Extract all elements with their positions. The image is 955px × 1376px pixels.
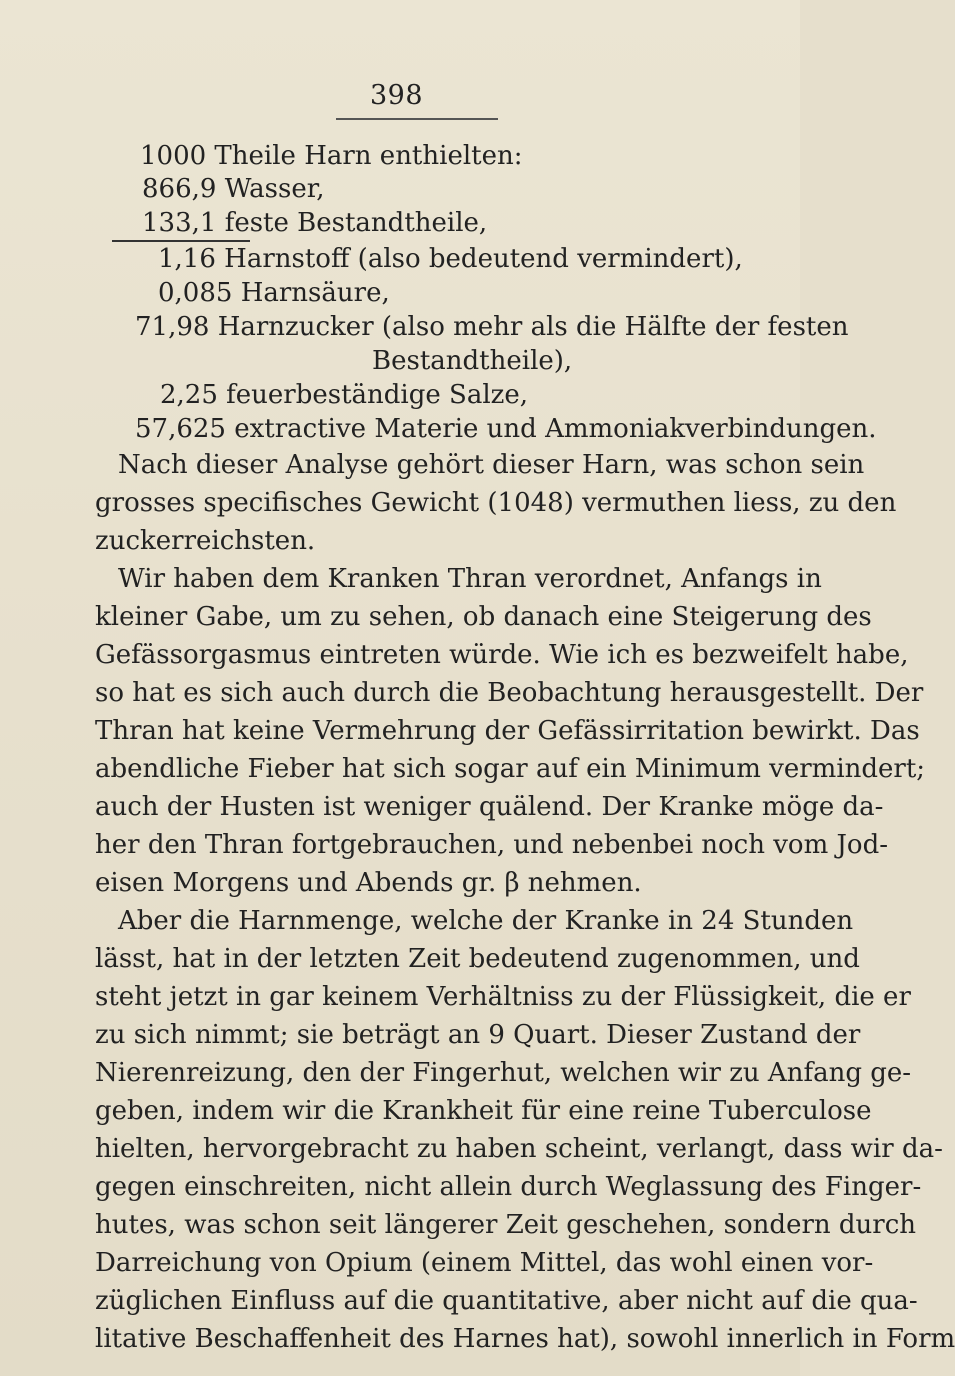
- sum-rule: [112, 240, 250, 242]
- text-line: steht jetzt in gar keinem Verhältniss zu der Flüssigkeit, die er: [95, 982, 911, 1012]
- text-line: hielten, hervorgebracht zu haben scheint, verlangt, dass wir da-: [95, 1134, 943, 1164]
- text-line: Aber die Harnmenge, welche der Kranke in 24 Stunden: [118, 906, 854, 936]
- text-line: auch der Husten ist weniger quälend. Der Kranke möge da-: [95, 792, 884, 822]
- page-number: 398: [370, 80, 424, 111]
- page-number-rule: [336, 118, 498, 120]
- text-line: Gefässorgasmus eintreten würde. Wie ich es bezweifelt habe,: [95, 640, 909, 670]
- text-line: 71,98 Harnzucker (also mehr als die Hälfte der festen: [135, 312, 849, 342]
- text-line: hutes, was schon seit längerer Zeit geschehen, sondern durch: [95, 1210, 917, 1240]
- text-line: 0,085 Harnsäure,: [158, 278, 390, 308]
- text-line: Nierenreizung, den der Fingerhut, welchen wir zu Anfang ge-: [95, 1058, 912, 1088]
- text-line: litative Beschaffenheit des Harnes hat), sowohl innerlich in Form: [95, 1324, 955, 1354]
- text-line: Thran hat keine Vermehrung der Gefässirritation bewirkt. Das: [95, 716, 920, 746]
- text-line: 2,25 feuerbeständige Salze,: [160, 380, 529, 410]
- text-line: züglichen Einfluss auf die quantitative, aber nicht auf die qua-: [95, 1286, 918, 1316]
- text-line: 133,1 feste Bestandtheile,: [142, 208, 488, 238]
- text-line: Nach dieser Analyse gehört dieser Harn, was schon sein: [118, 450, 865, 480]
- text-line: zu sich nimmt; sie beträgt an 9 Quart. Dieser Zustand der: [95, 1020, 861, 1050]
- text-line: eisen Morgens und Abends gr. β nehmen.: [95, 868, 642, 898]
- text-line: Darreichung von Opium (einem Mittel, das wohl einen vor-: [95, 1248, 874, 1278]
- text-line: so hat es sich auch durch die Beobachtung herausgestellt. Der: [95, 678, 924, 708]
- text-line: grosses specifisches Gewicht (1048) vermuthen liess, zu den: [95, 488, 897, 518]
- text-line: Bestandtheile),: [372, 346, 573, 376]
- text-line: zuckerreichsten.: [95, 526, 316, 556]
- text-line: 1,16 Harnstoff (also bedeutend vermindert),: [158, 244, 743, 274]
- text-line: Wir haben dem Kranken Thran verordnet, Anfangs in: [118, 564, 822, 594]
- text-line: 1000 Theile Harn enthielten:: [140, 141, 523, 171]
- text-line: 866,9 Wasser,: [142, 174, 325, 204]
- text-line: 57,625 extractive Materie und Ammoniakverbindungen.: [135, 414, 877, 444]
- text-line: gegen einschreiten, nicht allein durch Weglassung des Finger-: [95, 1172, 922, 1202]
- text-line: kleiner Gabe, um zu sehen, ob danach eine Steigerung des: [95, 602, 872, 632]
- text-line: abendliche Fieber hat sich sogar auf ein Minimum vermindert;: [95, 754, 926, 784]
- text-line: lässt, hat in der letzten Zeit bedeutend zugenommen, und: [95, 944, 860, 974]
- text-line: geben, indem wir die Krankheit für eine reine Tuberculose: [95, 1096, 872, 1126]
- text-line: her den Thran fortgebrauchen, und nebenbei noch vom Jod-: [95, 830, 889, 860]
